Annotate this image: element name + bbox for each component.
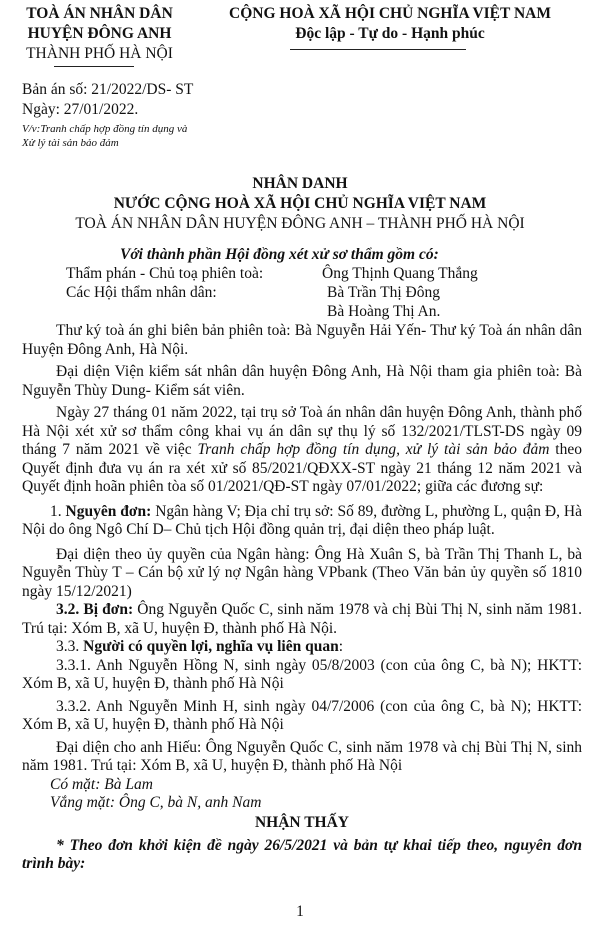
hearing-text-a: Ngày 27 tháng 01 năm 2022, tại trụ sở Toà án nhân dân huyện Đông Anh, thành phố Hà Nội xét xử sơ thẩm công khai vụ án dân sự thụ lý số 132/2021/TLST-DS ngày 09 tháng 7 năm 2021 về việc <box>22 404 582 458</box>
plaintiff-paragraph <box>22 503 582 540</box>
nation-title: CỘNG HOÀ XÃ HỘI CHỦ NGHĨA VIỆT NAM <box>229 5 551 22</box>
juror-2-row <box>22 303 582 322</box>
page-number: 1 <box>296 903 304 920</box>
clerk-paragraph: Thư ký toà án ghi biên bản phiên toà: Bà Nguyễn Hải Yến- Thư ký Toà án nhân dân Huyện Đông Anh, Hà Nội. <box>22 322 582 358</box>
jurors-label: Các Hội thẩm nhân dân: <box>66 284 217 301</box>
judgment-body <box>22 245 582 874</box>
juror-2: Bà Hoàng Thị An. <box>327 303 441 320</box>
defendant-paragraph <box>22 601 582 638</box>
title-line-1: NHÂN DANH <box>252 175 348 192</box>
judgment-title <box>0 174 600 234</box>
nation-header <box>190 4 590 44</box>
court-line-2: HUYỆN ĐÔNG ANH <box>27 25 172 42</box>
juror-1: Bà Trần Thị Đông <box>327 284 440 301</box>
case-subject-line-2: Xử lý tài sản bảo đảm <box>22 137 119 149</box>
judge-row <box>22 265 582 284</box>
nation-motto: Độc lập - Tự do - Hạnh phúc <box>295 25 485 42</box>
case-number: Bản án số: 21/2022/DS- ST <box>22 81 194 98</box>
absent-line: Vắng mặt: Ông C, bà N, anh Nam <box>50 794 262 811</box>
court-header-rule <box>54 66 134 67</box>
case-subject-line-1: V/v:Tranh chấp hợp đồng tín dụng và <box>22 123 188 135</box>
defendant-text: Ông Nguyễn Quốc C, sinh năm 1978 và chị Bùi Thị N, sinh năm 1981. Trú tại: Xóm B, xã U, huyện Đ, thành phố Hà Nội. <box>22 601 582 637</box>
procuracy-paragraph: Đại diện Viện kiểm sát nhân dân huyện Đông Anh, Hà Nội tham gia phiên toà: Bà Nguyễn Thùy Dung- Kiểm sát viên. <box>22 363 582 399</box>
defendant-label: 3.2. Bị đơn: <box>56 601 134 618</box>
related-party-2: 3.3.2. Anh Nguyễn Minh H, sinh ngày 04/7/2006 (con của ông C, bà N); HKTT: Xóm B, xã U, huyện Đ, thành phố Hà Nội <box>22 697 582 733</box>
title-line-3: TOÀ ÁN NHÂN DÂN HUYỆN ĐÔNG ANH – THÀNH PHỐ HÀ NỘI <box>75 215 525 232</box>
bank-representative-paragraph: Đại diện theo ủy quyền của Ngân hàng: Ông Hà Xuân S, bà Trần Thị Thanh L, bà Nguyễn Thùy T – Cán bộ xử lý nợ Ngân hàng VPbank (Theo Văn bản ủy quyền số 1810 ngày 15/12/2021) <box>22 545 582 600</box>
panel-heading: Với thành phần Hội đồng xét xử sơ thẩm gồm có: <box>120 246 439 263</box>
related-suffix: : <box>338 638 344 655</box>
section-heading: NHẬN THẤY <box>254 813 349 831</box>
court-header <box>12 4 187 64</box>
present-line: Có mặt: Bà Lam <box>50 775 153 793</box>
related-party-1: 3.3.1. Anh Nguyễn Hồng N, sinh ngày 05/8/2003 (con của ông C, bà N); HKTT: Xóm B, xã U, huyện Đ, thành phố Hà Nội <box>22 656 582 692</box>
nation-header-rule <box>290 49 466 50</box>
plaintiff-prefix: 1. <box>50 502 66 520</box>
plaintiff-label: Nguyên đơn: <box>65 502 152 520</box>
hearing-text-b: theo Quyết định đưa vụ án ra xét xử số 85/2021/QĐXX-ST ngày 21 tháng 12 năm 2021 và Quyết định hoãn phiên tòa số 01/2021/QĐ-ST ngày 07/01/2022; giữa các đương sự: <box>22 441 582 495</box>
court-line-1: TOÀ ÁN NHÂN DÂN <box>26 5 173 22</box>
title-line-2: NƯỚC CỘNG HOÀ XÃ HỘI CHỦ NGHĨA VIỆT NAM <box>113 195 487 212</box>
judge-label: Thẩm phán - Chủ toạ phiên toà: <box>66 265 264 282</box>
related-prefix: 3.3. <box>56 638 84 655</box>
case-subject <box>22 122 187 150</box>
section-intro: * Theo đơn khởi kiện đề ngày 26/5/2021 và bản tự khai tiếp theo, nguyên đơn trình bày: <box>22 836 582 872</box>
related-parties-heading <box>22 638 582 657</box>
case-date: Ngày: 27/01/2022. <box>22 101 139 118</box>
guardian-paragraph: Đại diện cho anh Hiếu: Ông Nguyễn Quốc C, sinh năm 1978 và chị Bùi Thị N, sinh năm 1981. Trú tại: Xóm B, xã U, huyện Đ, thành phố Hà Nội <box>22 738 582 774</box>
hearing-case-type: Tranh chấp hợp đồng tín dụng, xử lý tài sản bảo đảm <box>197 441 550 458</box>
plaintiff-text: Ngân hàng V; Địa chỉ trụ sở: Số 89, đường L, phường L, quận Đ, Hà Nội do ông Ngô Chí D– Chủ tịch Hội đồng quản trị, đại diện theo pháp luật. <box>22 502 582 538</box>
related-label: Người có quyền lợi, nghĩa vụ liên quan <box>83 638 339 655</box>
case-info <box>22 80 193 120</box>
hearing-paragraph <box>22 404 582 497</box>
jurors-row <box>22 284 582 303</box>
court-line-3: THÀNH PHỐ HÀ NỘI <box>26 45 173 62</box>
judge-name: Ông Thịnh Quang Thắng <box>322 265 478 282</box>
